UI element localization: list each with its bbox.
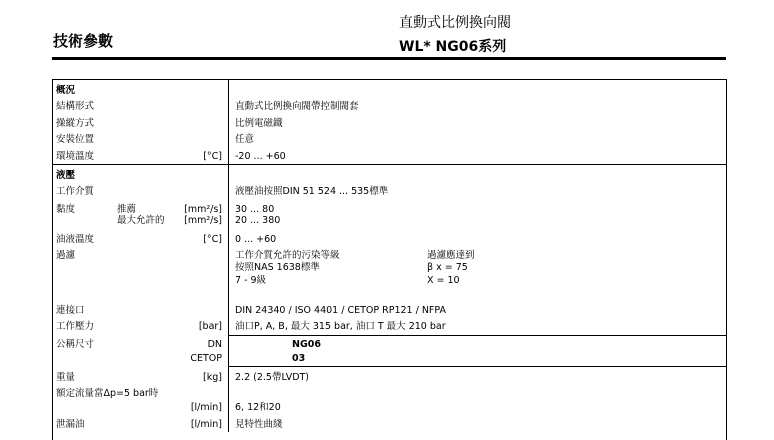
spec-table: [52, 79, 727, 440]
value-viscosity-max: 20 ... 380: [235, 215, 281, 226]
label-pressure: 工作壓力: [56, 321, 95, 332]
product-title: 直動式比例換向閥: [399, 15, 511, 31]
page-section-title: 技術參數: [53, 32, 114, 50]
value-nominal-cetop: 03: [292, 353, 306, 364]
header-rule: [52, 57, 726, 60]
unit-oil-temp: [°C]: [203, 234, 222, 245]
value-rated-flow: 6, 12和20: [235, 402, 281, 413]
label-construction: 結構形式: [56, 101, 95, 112]
label-mounting: 安裝位置: [56, 134, 95, 145]
sublabel-viscosity-recommended: 推薦: [117, 204, 137, 215]
section-heading-general: 概況: [56, 85, 76, 96]
value-mounting: 任意: [235, 134, 255, 145]
value-nominal-dn: NG06: [292, 339, 321, 350]
label-medium: 工作介質: [56, 186, 95, 197]
unit-leakage: [l/min]: [190, 419, 222, 430]
row-divider: [228, 335, 726, 336]
value-ambient-temp: -20 ... +60: [235, 151, 286, 162]
value-medium: 液壓油按照DIN 51 524 ... 535標準: [235, 186, 389, 197]
section-heading-hydraulic: 液壓: [56, 170, 76, 181]
row-divider: [228, 366, 726, 367]
unit-viscosity-max: [mm²/s]: [184, 215, 222, 226]
value-actuation: 比例電磁鐵: [235, 118, 283, 129]
value-leakage: 見特性曲綫: [235, 419, 283, 430]
value-filtration-line3: 7 - 9級: [235, 275, 267, 286]
label-port: 連接口: [56, 305, 85, 316]
unit-rated-flow: [l/min]: [190, 402, 222, 413]
label-actuation: 操縱方式: [56, 118, 95, 129]
unit-ambient-temp: [°C]: [203, 151, 222, 162]
unit-viscosity-recommended: [mm²/s]: [184, 204, 222, 215]
label-oil-temp: 油液溫度: [56, 234, 95, 245]
value-port: DIN 24340 / ISO 4401 / CETOP RP121 / NFPA: [235, 305, 447, 316]
unit-nominal-cetop: CETOP: [190, 353, 222, 364]
value-pressure: 油口P, A, B, 最大 315 bar, 油口 T 最大 210 bar: [235, 321, 446, 332]
unit-pressure: [bar]: [198, 321, 222, 332]
value-construction: 直動式比例換向閥帶控制閥套: [235, 101, 359, 112]
label-weight: 重量: [56, 372, 76, 383]
value-filtration-line1: 工作介質允許的污染等級: [235, 250, 340, 261]
unit-nominal-dn: DN: [207, 339, 222, 350]
value-oil-temp: 0 ... +60: [235, 234, 277, 245]
sublabel-viscosity-max: 最大允許的: [117, 215, 165, 226]
value-weight: 2.2 (2.5帶LVDT): [235, 372, 310, 383]
label-leakage: 泄漏油: [56, 419, 85, 430]
label-ambient-temp: 環境溫度: [56, 151, 95, 162]
table-column-divider: [228, 79, 229, 432]
product-series: WL* NG06系列: [399, 39, 507, 55]
value-viscosity-recommended: 30 ... 80: [235, 204, 275, 215]
label-nominal-size: 公稱尺寸: [56, 339, 95, 350]
value-filtration-right2: β x = 75: [427, 262, 468, 273]
label-viscosity: 黏度: [56, 204, 76, 215]
unit-weight: [kg]: [203, 372, 222, 383]
value-filtration-right3: X = 10: [427, 275, 460, 286]
value-filtration-right1: 過濾應達到: [427, 250, 475, 261]
label-filtration: 過濾: [56, 250, 76, 261]
value-filtration-line2: 按照NAS 1638標準: [235, 262, 320, 273]
label-rated-flow: 額定流量當Δp=5 bar時: [56, 388, 159, 399]
section-divider: [52, 164, 726, 165]
